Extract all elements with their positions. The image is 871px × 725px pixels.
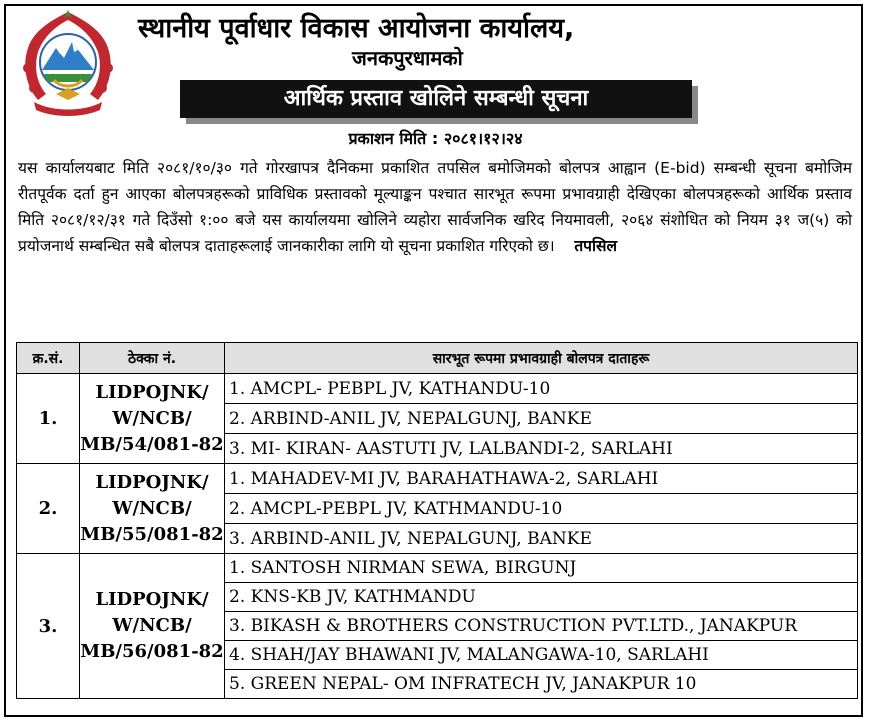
- nepal-government-emblem-icon: [12, 8, 124, 120]
- bidder-cell: 1. AMCPL- PEBPL JV, KATHANDU-10: [225, 374, 858, 404]
- contract-line: MB/55/081-82: [80, 523, 224, 545]
- office-subtitle: जनकपुरधामको: [352, 46, 463, 70]
- serial-cell: 2.: [17, 464, 80, 554]
- bidder-cell: 3. MI- KIRAN- AASTUTI JV, LALBANDI-2, SARLAHI: [225, 434, 858, 464]
- tapsil-label: तपसिल: [574, 237, 617, 255]
- notice-body: यस कार्यालयबाट मिति २०८१/१०/३० गते गोरखापत्र दैनिकमा प्रकाशित तपसिल बमोजिमको बोलपत्र आह्वान (E-bid) सम्बन्धी सूचना बमोजिम रीतपूर्वक दर्ता हुन आएका बोलपत्रहरूको प्राविधिक प्रस्तावको मूल्याङ्कन पश्चात सारभूत रूपमा प्रभावग्राही देखिएका बोलपत्रहरूको आर्थिक प्रस्ताव मिति २०८१/१२/३१ गते दिउँसो १:०० बजे यस कार्यालयमा खोलिने व्यहोरा सार्वजनिक खरिद नियमावली, २०६४ संशोधित को नियम ३१ ज(५) को प्रयोजनार्थ सम्बन्धित सबै बोलपत्र दाताहरूलाई जानकारीका लागि यो सूचना प्रकाशित गरिएको छ।: [18, 159, 852, 255]
- serial-cell: 1.: [17, 374, 80, 464]
- office-title: स्थानीय पूर्वाधार विकास आयोजना कार्यालय,: [138, 13, 575, 44]
- contract-line: W/NCB/: [112, 407, 192, 429]
- bidder-cell: 1. MAHADEV-MI JV, BARAHATHAWA-2, SARLAHI: [225, 464, 858, 494]
- contract-line: LIDPOJNK/: [95, 589, 209, 610]
- contract-line: MB/54/081-82: [80, 433, 224, 455]
- table-row: [17, 554, 858, 583]
- bidder-cell: 5. GREEN NEPAL- OM INFRATECH JV, JANAKPUR 10: [225, 670, 858, 699]
- table-header-row: [17, 343, 858, 374]
- contract-line: MB/56/081-82: [80, 641, 224, 662]
- contract-no-cell: [80, 374, 225, 464]
- bidder-cell: 3. ARBIND-ANIL JV, NEPALGUNJ, BANKE: [225, 524, 858, 554]
- bidder-cell: 3. BIKASH & BROTHERS CONSTRUCTION PVT.LTD., JANAKPUR: [225, 612, 858, 641]
- bidder-cell: 2. KNS-KB JV, KATHMANDU: [225, 583, 858, 612]
- header-serial: क्र.सं.: [17, 343, 80, 374]
- publication-date: प्रकाशन मिति : २०८१।१२।२४: [348, 129, 523, 148]
- contract-no-cell: [80, 554, 225, 699]
- serial-cell: 3.: [17, 554, 80, 699]
- contract-line: W/NCB/: [112, 615, 192, 636]
- notice-title-banner: आर्थिक प्रस्ताव खोलिने सम्बन्धी सूचना: [180, 80, 692, 118]
- contract-line: LIDPOJNK/: [95, 381, 209, 403]
- header-contract-no: ठेक्का नं.: [80, 343, 225, 374]
- bidder-cell: 1. SANTOSH NIRMAN SEWA, BIRGUNJ: [225, 554, 858, 583]
- contract-line: LIDPOJNK/: [95, 471, 209, 493]
- table-row: [17, 464, 858, 494]
- contract-no-cell: [80, 464, 225, 554]
- table-row: [17, 374, 858, 404]
- contract-line: W/NCB/: [112, 497, 192, 519]
- bidder-cell: 2. AMCPL-PEBPL JV, KATHMANDU-10: [225, 494, 858, 524]
- header-bidders: सारभूत रूपमा प्रभावग्राही बोलपत्र दाताहरू: [225, 343, 858, 374]
- bidders-table: [16, 342, 858, 699]
- notice-paragraph: [18, 155, 852, 259]
- bidder-cell: 4. SHAH/JAY BHAWANI JV, MALANGAWA-10, SARLAHI: [225, 641, 858, 670]
- bidder-cell: 2. ARBIND-ANIL JV, NEPALGUNJ, BANKE: [225, 404, 858, 434]
